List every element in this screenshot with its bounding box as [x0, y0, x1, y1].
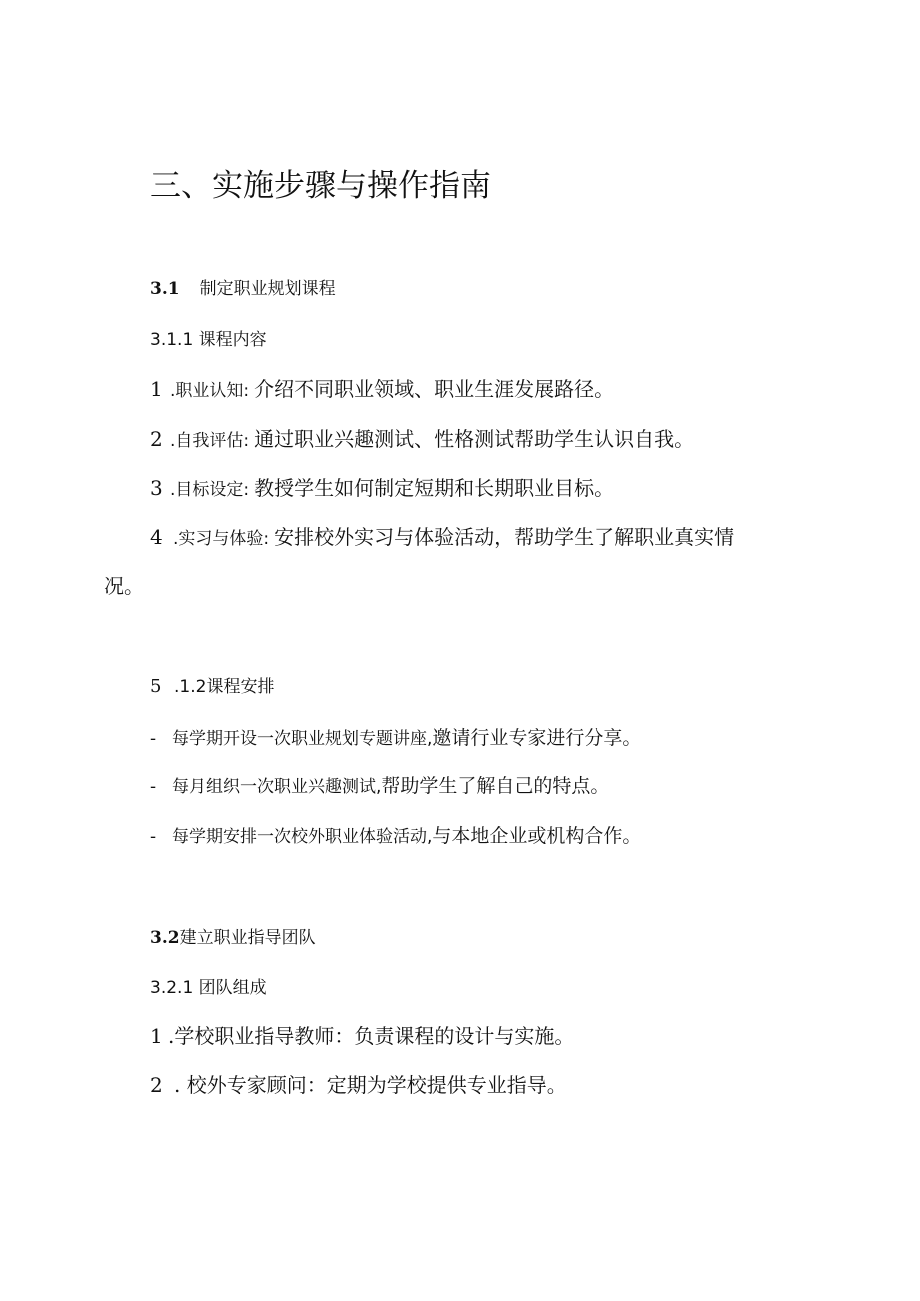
list-item	[150, 429, 694, 450]
bullet-dash: -	[150, 826, 157, 847]
list-item	[150, 1026, 574, 1046]
bullet-text: 帮助学生了解自己的特点。	[381, 775, 610, 797]
item-label: .职业认知:	[170, 381, 250, 401]
bullet-item	[150, 729, 641, 748]
item-number: 3	[150, 476, 163, 500]
item-label: .实习与体验:	[173, 529, 270, 549]
heading-3-2-1: 3.2.1 团队组成	[150, 978, 267, 998]
bullet-item	[150, 827, 641, 846]
heading-number: 5	[150, 676, 162, 697]
bullet-dash: -	[150, 776, 157, 797]
heading-3-2-number: 3.2	[150, 928, 180, 948]
heading-3-1	[150, 281, 336, 298]
bullet-text: 与本地企业或机构合作。	[432, 825, 642, 847]
item-text: . 校外专家顾问：定期为学校提供专业指导。	[174, 1073, 567, 1097]
item-label: .自我评估:	[170, 431, 250, 451]
item-text: .学校职业指导教师：负责课程的设计与实施。	[168, 1024, 575, 1048]
bullet-dash: -	[150, 728, 157, 749]
bullet-text: 邀请行业专家进行分享。	[432, 727, 642, 749]
list-item	[150, 478, 614, 499]
section-title: 三、实施步骤与操作指南	[150, 168, 491, 204]
heading-3-2-title: 建立职业指导团队	[179, 928, 316, 948]
item-number: 2	[150, 1073, 163, 1097]
item-text: 通过职业兴趣测试、性格测试帮助学生认识自我。	[254, 427, 695, 451]
heading-3-1-2	[150, 678, 274, 696]
bullet-item	[150, 777, 609, 796]
item-continuation: 况。	[104, 574, 144, 598]
item-label: .目标设定:	[170, 480, 250, 500]
item-number: 4	[150, 525, 163, 549]
list-item	[150, 379, 614, 400]
item-text: 教授学生如何制定短期和长期职业目标。	[254, 476, 615, 500]
bullet-lead: 每学期安排一次校外职业体验活动,	[172, 827, 433, 847]
list-item	[150, 527, 734, 548]
item-number: 1	[150, 1024, 163, 1048]
item-number: 1	[150, 377, 163, 401]
heading-3-1-number: 3.1	[150, 279, 180, 299]
bullet-lead: 每学期开设一次职业规划专题讲座,	[172, 729, 433, 749]
heading-3-1-title: 制定职业规划课程	[199, 279, 336, 299]
item-text: 介绍不同职业领域、职业生涯发展路径。	[254, 377, 615, 401]
heading-3-1-1: 3.1.1 课程内容	[150, 330, 267, 350]
item-number: 2	[150, 427, 163, 451]
list-item	[150, 1075, 567, 1095]
heading-3-2	[150, 930, 316, 947]
item-text: 安排校外实习与体验活动，帮助学生了解职业真实情	[274, 525, 735, 549]
bullet-lead: 每月组织一次职业兴趣测试,	[172, 777, 382, 797]
heading-text: .1.2课程安排	[174, 677, 275, 697]
